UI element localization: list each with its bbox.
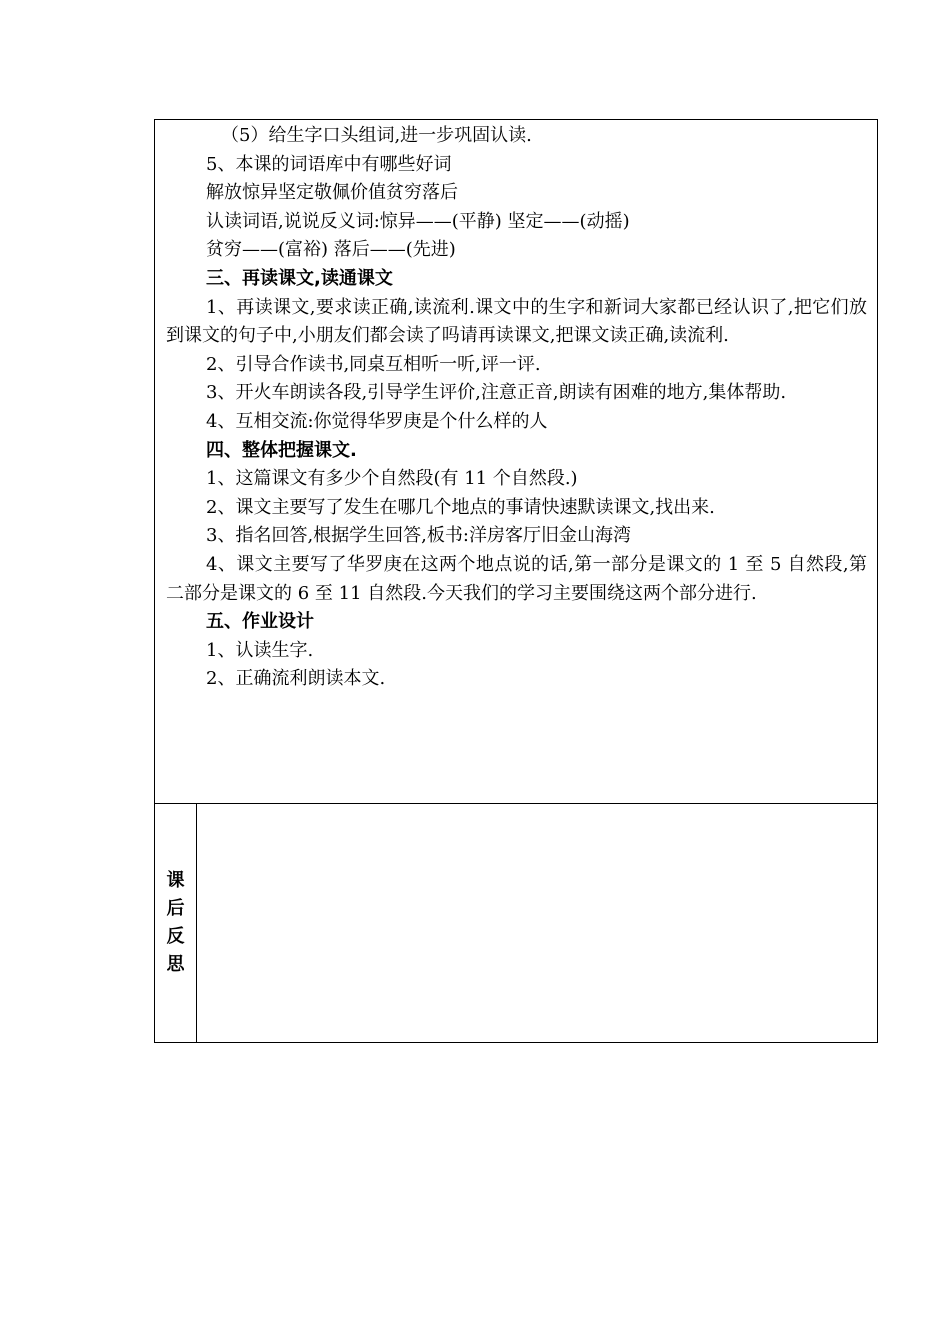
section-heading: 四、整体把握课文. [206,439,357,461]
paragraph: 4、课文主要写了华罗庚在这两个地点说的话,第一部分是课文的 1 至 5 自然段,第二部分是课文的 6 至 11 自然段.今天我们的学习主要围绕这两个部分进行. [166,553,867,604]
paragraph: 1、再读课文,要求读正确,读流利.课文中的生字和新词大家都已经认识了,把它们放到课文的句子中,小朋友们都会读了吗请再读课文,把课文读正确,读流利. [166,296,867,347]
text-line: 认读词语,说说反义词:惊异——(平静) 坚定——(动摇) [206,210,630,232]
lesson-plan-table [154,119,878,1043]
text-line: 5、本课的词语库中有哪些好词 [206,153,452,175]
section-heading: 五、作业设计 [206,611,314,633]
reflection-label-char: 课 [166,870,185,891]
reflection-label-char: 后 [166,898,185,919]
paragraph: 4、互相交流:你觉得华罗庚是个什么样的人 [206,410,548,432]
reflection-body [197,804,877,1042]
reflection-label [155,804,197,1042]
paragraph: 3、指名回答,根据学生回答,板书:洋房客厅旧金山海湾 [206,525,631,547]
reflection-row [155,804,877,1042]
section-heading: 三、再读课文,读通课文 [206,267,393,289]
paragraph: 3、开火车朗读各段,引导学生评价,注意正音,朗读有困难的地方,集体帮助. [206,382,787,404]
paragraph: 1、这篇课文有多少个自然段(有 11 个自然段.) [206,468,578,490]
paragraph: 1、认读生字. [206,639,314,661]
text-line: 解放惊异坚定敬佩价值贫穷落后 [206,182,458,204]
lesson-content-cell [155,122,877,804]
text-line: 贫穷——(富裕) 落后——(先进) [206,239,456,261]
paragraph: 2、正确流利朗读本文. [206,668,386,690]
paragraph: 2、引导合作读书,同桌互相听一听,评一评. [206,353,541,375]
text-line: （5）给生字口头组词,进一步巩固认读. [221,125,532,146]
reflection-label-char: 反 [166,926,185,947]
reflection-label-char: 思 [166,954,185,975]
paragraph: 2、课文主要写了发生在哪几个地点的事请快速默读课文,找出来. [206,496,715,518]
